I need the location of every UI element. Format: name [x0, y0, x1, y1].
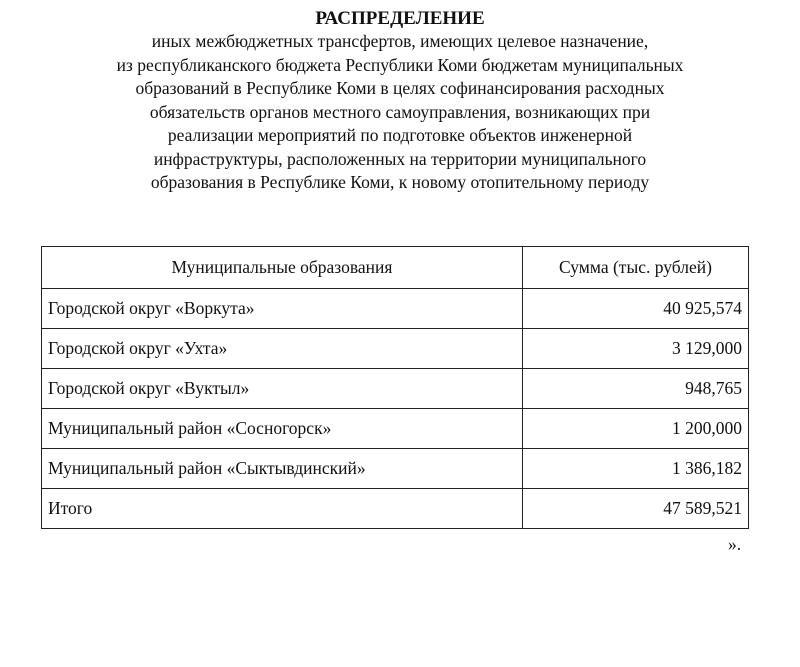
subtitle-line-6: инфраструктуры, расположенных на территории муниципального [153, 148, 647, 169]
distribution-table [41, 246, 749, 529]
table-row [42, 289, 749, 329]
row-municipality: Городской округ «Вуктыл» [42, 369, 523, 409]
subtitle-line-2: из республиканского бюджета Республики Коми бюджетам муниципальных [116, 54, 684, 75]
row-amount: 3 129,000 [523, 329, 749, 369]
table-row [42, 449, 749, 489]
subtitle-line-1: иных межбюджетных трансфертов, имеющих целевое назначение, [151, 31, 649, 51]
closing-quote-mark: ». [728, 534, 742, 554]
row-municipality: Городской округ «Ухта» [42, 329, 523, 369]
table-row-total [42, 489, 749, 529]
row-amount: 40 925,574 [523, 289, 749, 329]
table-header-row [42, 247, 749, 289]
table-row [42, 409, 749, 449]
header-amount: Сумма (тыс. рублей) [523, 247, 749, 289]
row-municipality: Муниципальный район «Сосногорск» [42, 409, 523, 449]
document-title: РАСПРЕДЕЛЕНИЕ [315, 8, 485, 29]
document-heading [0, 8, 800, 195]
total-label: Итого [42, 489, 523, 529]
subtitle-line-7: образования в Республике Коми, к новому отопительному периоду [150, 172, 650, 192]
subtitle-line-3: образований в Республике Коми в целях софинансирования расходных [135, 78, 665, 98]
row-municipality: Городской округ «Воркута» [42, 289, 523, 329]
header-municipality: Муниципальные образования [42, 247, 523, 289]
row-amount: 1 386,182 [523, 449, 749, 489]
row-amount: 948,765 [523, 369, 749, 409]
total-amount: 47 589,521 [523, 489, 749, 529]
table-row [42, 369, 749, 409]
subtitle-line-5: реализации мероприятий по подготовке объектов инженерной [167, 125, 633, 145]
subtitle-line-4: обязательств органов местного самоуправления, возникающих при [149, 101, 651, 122]
row-municipality: Муниципальный район «Сыктывдинский» [42, 449, 523, 489]
table-row [42, 329, 749, 369]
row-amount: 1 200,000 [523, 409, 749, 449]
